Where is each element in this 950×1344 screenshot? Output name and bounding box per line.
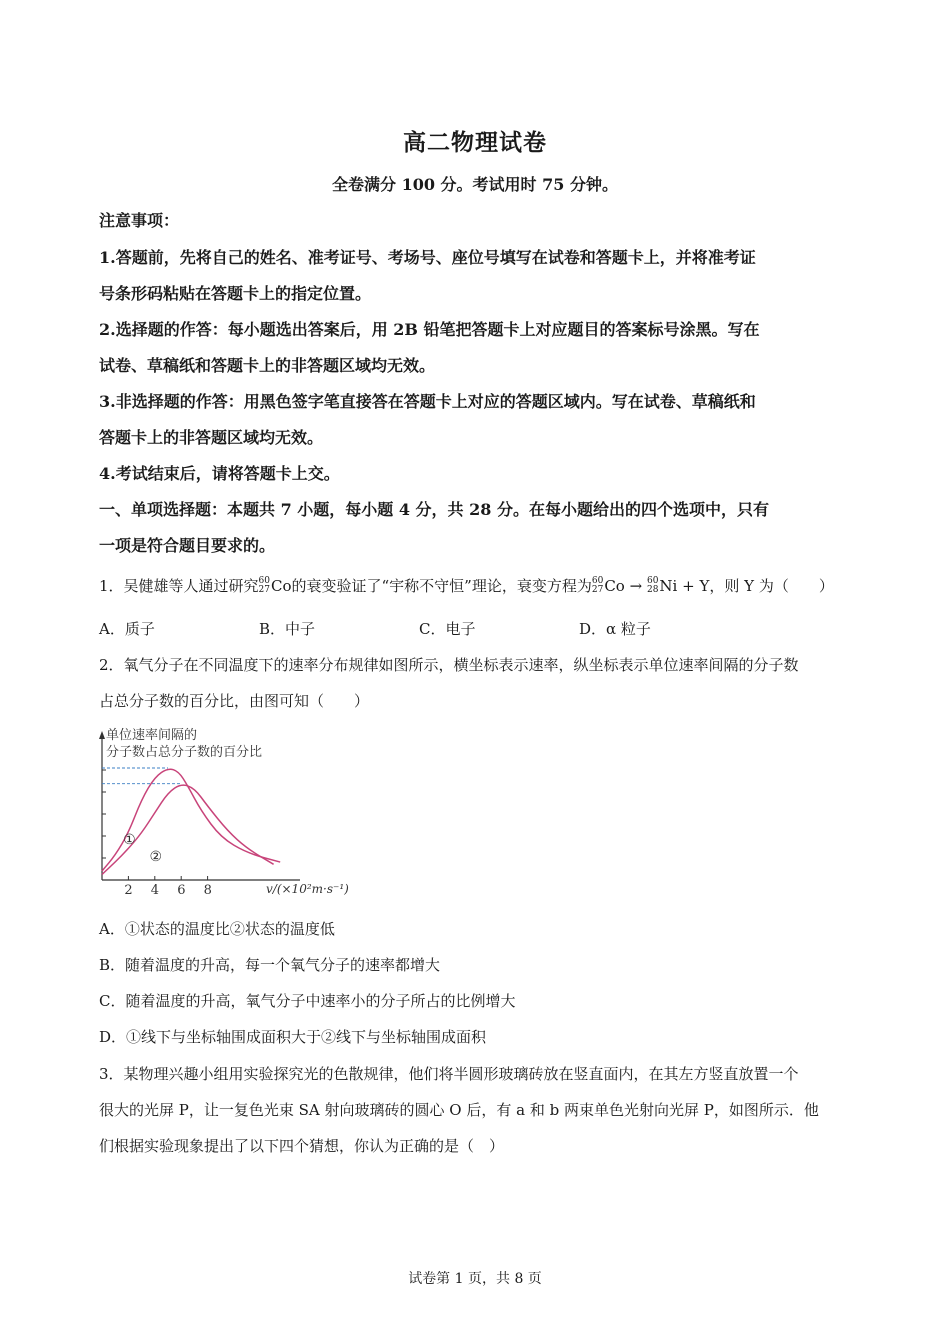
q1-option-d: D．α 粒子 [579,620,651,638]
plus-y: + Y [682,577,710,595]
speed-distribution-chart [95,725,355,900]
q2-option-d: D．①线下与坐标轴围成面积大于②线下与坐标轴围成面积 [99,1028,487,1046]
y-axis-arrow [99,731,105,739]
page-footer: 试卷第 1 页，共 8 页 [408,1271,542,1287]
chart-series [102,769,280,874]
co-atomic-number: 27 [258,585,270,595]
x-tick-label: 2 [124,883,133,898]
ni-symbol: Ni [659,577,678,595]
ni-nuclide-numbers [647,577,658,595]
q1-option-c: C．电子 [419,620,476,638]
y-axis-label-line2: 分子数占总分子数的百分比 [106,745,263,760]
co-nuclide-numbers [259,577,270,595]
question-1 [99,575,859,596]
section-heading-cont: 一项是符合题目要求的。 [99,536,276,555]
reference-lines [102,768,181,784]
co-nuclide-numbers-2 [592,577,603,595]
notice-line: 2.选择题的作答：每小题选出答案后，用 2B 铅笔把答题卡上对应题目的答案标号涂黑。写在 [99,320,760,339]
x-tick-label: 8 [203,883,212,898]
notice-line: 1.答题前，先将自己的姓名、准考证号、考场号、座位号填写在试卷和答题卡上，并将准考证 [99,248,756,267]
co-mass-number: 60 [591,576,604,586]
series-line-2 [102,785,274,874]
co-symbol: Co [271,577,292,595]
q1-option-a: A．质子 [99,620,155,638]
notice-line: 3.非选择题的作答：用黑色签字笔直接答在答题卡上对应的答题区域内。写在试卷、草稿纸和 [99,392,756,411]
chart-ticks [102,770,212,898]
ni-mass-number: 60 [646,576,659,586]
series-label-1: ① [123,832,136,849]
question-3: 3．某物理兴趣小组用实验探究光的色散规律，他们将半圆形玻璃砖放在竖直面内，在其左方竖直放置一个 [99,1065,799,1083]
ni-atomic-number: 28 [646,585,659,595]
q1-prefix: 1．吴健雄等人通过研究 [99,577,259,595]
q1-suffix: ，则 Y 为（ ） [709,577,834,595]
notice-line: 试卷、草稿纸和答题卡上的非答题区域均无效。 [99,356,436,375]
q2-option-b: B．随着温度的升高，每一个氧气分子的速率都增大 [99,956,441,974]
y-axis-label-line1: 单位速率间隔的 [106,728,198,743]
series-line-1 [102,769,280,871]
exam-info: 全卷满分 100 分。考试用时 75 分钟。 [332,175,618,194]
q2-option-a: A．①状态的温度比②状态的温度低 [99,920,335,938]
question-3-cont2: 们根据实验现象提出了以下四个猜想，你认为正确的是（ ） [99,1137,505,1155]
q1-option-b: B．中子 [259,620,316,638]
question-2-cont: 占总分子数的百分比，由图可知（ ） [99,692,370,710]
section-heading: 一、单项选择题：本题共 7 小题，每小题 4 分，共 28 分。在每小题给出的四个选项中，只有 [99,500,769,519]
notice-line: 4.考试结束后，请将答题卡上交。 [99,464,340,483]
q2-option-c: C．随着温度的升高，氧气分子中速率小的分子所占的比例增大 [99,992,516,1010]
question-2: 2．氧气分子在不同温度下的速率分布规律如图所示，横坐标表示速率，纵坐标表示单位速率间隔的分子数 [99,656,799,674]
co-symbol: Co [604,577,625,595]
q1-mid: 的衰变验证了“宇称不守恒”理论，衰变方程为 [291,577,592,595]
question-3-cont: 很大的光屏 P，让一复色光束 SA 射向玻璃砖的圆心 O 后，有 a 和 b 两束单色光射向光屏 P，如图所示．他 [99,1101,819,1119]
series-label-2: ② [149,848,163,865]
x-tick-label: 4 [150,883,160,898]
co-mass-number: 60 [258,576,270,586]
x-tick-label: 6 [177,883,186,898]
notice-heading: 注意事项： [99,211,180,230]
reaction-arrow: → [629,577,643,595]
notice-line: 号条形码粘贴在答题卡上的指定位置。 [99,284,372,303]
notice-line: 答题卡上的非答题区域均无效。 [99,428,324,447]
x-axis-label: v/(×10²m·s⁻¹) [266,882,349,896]
co-atomic-number: 27 [591,585,604,595]
page-title: 高二物理试卷 [403,129,547,156]
